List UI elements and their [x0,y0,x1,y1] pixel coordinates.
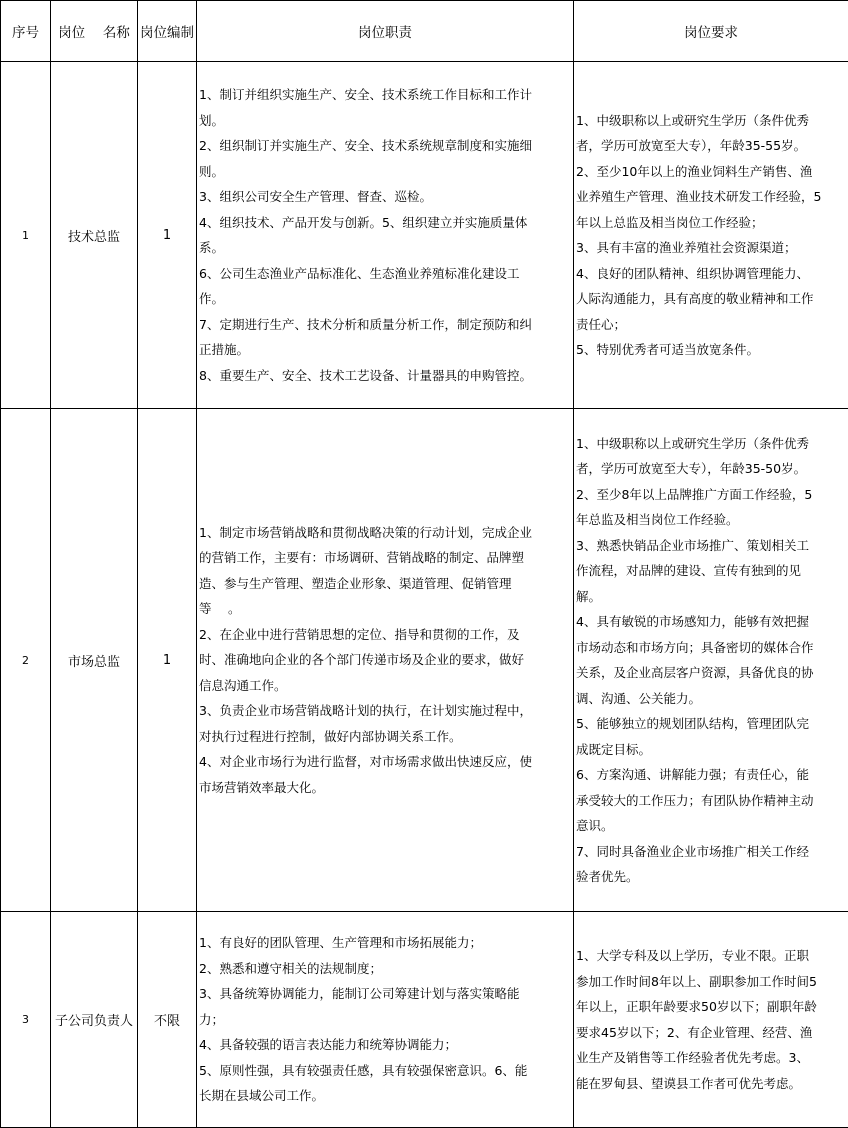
duties-list [197,518,573,803]
cell-requirements [574,912,848,1128]
requirements-line: 3、具有丰富的渔业养殖社会资源渠道； [576,235,846,261]
cell-quota: 1 [138,62,197,409]
table-row [1,409,848,912]
header-quota: 岗位编制 [138,1,197,62]
requirements-line: 4、具有敏锐的市场感知力，能够有效把握 [576,609,846,635]
requirements-line: 5、特别优秀者可适当放宽条件。 [576,337,846,363]
duties-line: 系。 [199,235,571,261]
requirements-line: 解。 [576,584,846,610]
requirements-line: 验者优先。 [576,864,846,890]
table-row [1,62,848,409]
duties-line: 3、组织公司安全生产管理、督查、巡检。 [199,184,571,210]
duties-line: 3、负责企业市场营销战略计划的执行，在计划实施过程中， [199,698,571,724]
requirements-line: 年以上，正职年龄要求50岁以下；副职年龄 [576,994,846,1020]
requirements-line: 年总监及相当岗位工作经验。 [576,507,846,533]
cell-quota: 不限 [138,912,197,1128]
requirements-line: 3、熟悉快销品企业市场推广、策划相关工 [576,533,846,559]
duties-line: 4、组织技术、产品开发与创新。5、组织建立并实施质量体 [199,210,571,236]
duties-line: 6、公司生态渔业产品标准化、生态渔业养殖标准化建设工 [199,261,571,287]
duties-line: 4、对企业市场行为进行监督，对市场需求做出快速反应，使 [199,749,571,775]
cell-position: 市场总监 [51,409,138,912]
requirements-line: 调、沟通、公关能力。 [576,686,846,712]
duties-line: 的营销工作，主要有：市场调研、营销战略的制定、品牌塑 [199,545,571,571]
cell-requirements [574,409,848,912]
requirements-line: 2、至少8年以上品牌推广方面工作经验，5 [576,482,846,508]
requirements-line: 要求45岁以下；2、有企业管理、经营、渔 [576,1020,846,1046]
duties-line: 市场营销效率最大化。 [199,775,571,801]
cell-requirements [574,62,848,409]
requirements-line: 能在罗甸县、望谟县工作者可优先考虑。 [576,1071,846,1097]
requirements-line: 年以上总监及相当岗位工作经验； [576,210,846,236]
requirements-line: 业生产及销售等工作经验者优先考虑。3、 [576,1045,846,1071]
duties-line: 2、组织制订并实施生产、安全、技术系统规章制度和实施细 [199,133,571,159]
duties-line: 长期在县域公司工作。 [199,1083,571,1109]
requirements-line: 1、大学专科及以上学历，专业不限。正职 [576,943,846,969]
duties-line: 2、熟悉和遵守相关的法规制度； [199,956,571,982]
cell-quota: 1 [138,409,197,912]
requirements-line: 4、良好的团队精神、组织协调管理能力、 [576,261,846,287]
duties-line: 作。 [199,286,571,312]
duties-line: 信息沟通工作。 [199,673,571,699]
duties-list [197,928,573,1111]
duties-list [197,80,573,390]
duties-line: 则。 [199,159,571,185]
duties-line: 1、有良好的团队管理、生产管理和市场拓展能力； [199,930,571,956]
requirements-list [574,941,848,1098]
header-seq: 序号 [1,1,51,62]
header-position-name: 岗位 名称 [51,1,138,62]
header-requirements: 岗位要求 [574,1,848,62]
cell-duties [197,912,574,1128]
requirements-line: 者，学历可放宽至大专），年龄35-50岁。 [576,456,846,482]
requirements-list [574,429,848,892]
cell-seq: 2 [1,409,51,912]
duties-line: 8、重要生产、安全、技术工艺设备、计量器具的申购管控。 [199,363,571,389]
cell-position: 子公司负责人 [51,912,138,1128]
duties-line: 正措施。 [199,337,571,363]
requirements-line: 人际沟通能力，具有高度的敬业精神和工作 [576,286,846,312]
duties-line: 3、具备统筹协调能力，能制订公司筹建计划与落实策略能 [199,981,571,1007]
requirements-line: 参加工作时间8年以上、副职参加工作时间5 [576,969,846,995]
requirements-line: 作流程，对品牌的建设、宣传有独到的见 [576,558,846,584]
duties-line: 对执行过程进行控制，做好内部协调关系工作。 [199,724,571,750]
requirements-line: 市场动态和市场方向；具备密切的媒体合作 [576,635,846,661]
requirements-line: 5、能够独立的规划团队结构，管理团队完 [576,711,846,737]
requirements-line: 6、方案沟通、讲解能力强；有责任心，能 [576,762,846,788]
requirements-line: 业养殖生产管理、渔业技术研发工作经验，5 [576,184,846,210]
duties-line: 1、制定市场营销战略和贯彻战略决策的行动计划，完成企业 [199,520,571,546]
duties-line: 造、参与生产管理、塑造企业形象、渠道管理、促销管理 [199,571,571,597]
table-row [1,912,848,1128]
cell-duties [197,62,574,409]
requirements-line: 意识。 [576,813,846,839]
duties-line: 划。 [199,108,571,134]
duties-line: 力； [199,1007,571,1033]
duties-line: 时、准确地向企业的各个部门传递市场及企业的要求，做好 [199,647,571,673]
requirements-line: 成既定目标。 [576,737,846,763]
cell-position: 技术总监 [51,62,138,409]
header-duties: 岗位职责 [197,1,574,62]
requirements-line: 关系，及企业高层客户资源，具备优良的协 [576,660,846,686]
duties-line: 5、原则性强，具有较强责任感，具有较强保密意识。6、能 [199,1058,571,1084]
requirements-list [574,106,848,365]
duties-line: 7、定期进行生产、技术分析和质量分析工作，制定预防和纠 [199,312,571,338]
duties-line: 4、具备较强的语言表达能力和统筹协调能力； [199,1032,571,1058]
cell-duties [197,409,574,912]
requirements-line: 1、中级职称以上或研究生学历（条件优秀 [576,108,846,134]
header-row [1,1,848,62]
requirements-line: 者，学历可放宽至大专），年龄35-55岁。 [576,133,846,159]
cell-seq: 1 [1,62,51,409]
requirements-line: 责任心； [576,312,846,338]
duties-line: 等 。 [199,596,571,622]
requirements-line: 2、至少10年以上的渔业饲料生产销售、渔 [576,159,846,185]
requirements-line: 7、同时具备渔业企业市场推广相关工作经 [576,839,846,865]
duties-line: 2、在企业中进行营销思想的定位、指导和贯彻的工作，及 [199,622,571,648]
requirements-line: 1、中级职称以上或研究生学历（条件优秀 [576,431,846,457]
requirements-line: 承受较大的工作压力；有团队协作精神主动 [576,788,846,814]
duties-line: 1、制订并组织实施生产、安全、技术系统工作目标和工作计 [199,82,571,108]
cell-seq: 3 [1,912,51,1128]
